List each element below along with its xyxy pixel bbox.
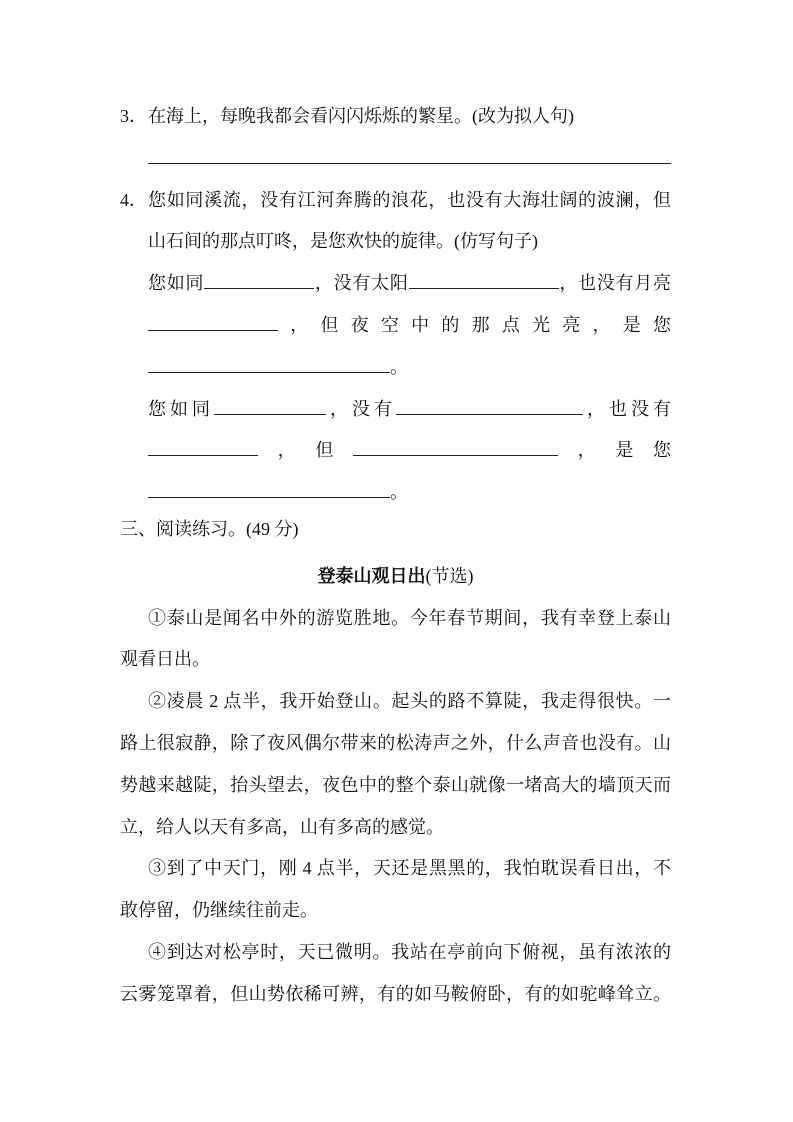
question-3 — [120, 96, 671, 180]
reading-title-main: 登泰山观日出 — [317, 565, 426, 586]
answer-blank — [148, 312, 278, 331]
answer-line — [148, 138, 671, 180]
paragraph-line: 势越来越陡，抬头望去，夜色中的整个泰山就像一堵高大的墙顶天而 — [120, 774, 671, 795]
question-text: 在海上，每晚我都会看闪闪烁烁的繁星。(改为拟人句) — [148, 106, 574, 126]
reading-paragraph-2 — [120, 681, 671, 848]
question-4 — [120, 180, 671, 514]
question-text-line: 山石间的那点叮咚，是您欢快的旋律。(仿写句子) — [148, 231, 538, 252]
reading-paragraph-1 — [120, 598, 671, 682]
paragraph-line: 敢停留，仍继续往前走。 — [120, 900, 318, 921]
paragraph-line: ③到了中天门，刚 4 点半，天还是黑黑的，我怕耽误看日出，不 — [148, 858, 671, 879]
fill-text: ，也没有月亮 — [558, 273, 672, 294]
answer-blank — [204, 270, 314, 289]
fill-text: ，但 — [258, 440, 353, 461]
section-heading: 三、阅读练习。(49 分) — [120, 518, 299, 539]
paragraph-line: ④到达对松亭时，天已微明。我站在亭前向下俯视，虽有浓浓的 — [148, 941, 671, 962]
fill-line — [148, 389, 671, 431]
fill-line — [148, 305, 671, 347]
question-number: 3． — [120, 106, 147, 126]
fill-text: 。 — [390, 482, 408, 503]
fill-text: 您如同 — [148, 273, 205, 294]
question-body — [148, 180, 671, 514]
reading-paragraph-3 — [120, 848, 671, 932]
fill-text: ，是您 — [558, 440, 671, 461]
answer-blank — [148, 479, 390, 498]
fill-text: ，但夜空中的那点光亮，是您 — [278, 314, 671, 335]
page-content — [120, 96, 671, 1016]
fill-line — [148, 430, 671, 472]
question-body — [148, 96, 671, 180]
fill-text: ，没有太阳 — [314, 273, 409, 294]
fill-line — [148, 263, 671, 305]
answer-blank — [353, 437, 558, 456]
fill-text: 。 — [390, 356, 408, 377]
fill-text: ，也没有 — [583, 398, 671, 419]
answer-blank — [396, 396, 583, 415]
fill-text: 您如同 — [148, 398, 214, 419]
paragraph-line: 观看日出。 — [120, 649, 210, 670]
fill-text: ，没有 — [326, 398, 396, 419]
reading-title — [120, 556, 671, 598]
question-text-line: 您如同溪流，没有江河奔腾的浪花，也没有大海壮阔的波澜，但 — [148, 189, 671, 210]
fill-line — [148, 347, 671, 389]
reading-title-note: (节选) — [425, 565, 474, 586]
reading-paragraph-4 — [120, 932, 671, 1016]
question-number: 4． — [120, 189, 147, 210]
paragraph-line: 立，给人以天有多高，山有多高的感觉。 — [120, 816, 444, 837]
answer-blank — [409, 270, 559, 289]
answer-blank — [148, 354, 390, 373]
paragraph-line: ②凌晨 2 点半，我开始登山。起头的路不算陡，我走得很快。一 — [148, 691, 671, 712]
fill-line — [148, 472, 671, 514]
answer-blank — [148, 145, 671, 164]
answer-blank — [214, 396, 326, 415]
answer-blank — [148, 437, 258, 456]
paragraph-line: ①泰山是闻名中外的游览胜地。今年春节期间，我有幸登上泰山 — [148, 607, 671, 628]
paragraph-line: 路上很寂静，除了夜风偶尔带来的松涛声之外，什么声音也没有。山 — [120, 732, 671, 753]
paragraph-line: 云雾笼罩着，但山势依稀可辨，有的如马鞍俯卧，有的如驼峰耸立。 — [120, 983, 671, 1004]
